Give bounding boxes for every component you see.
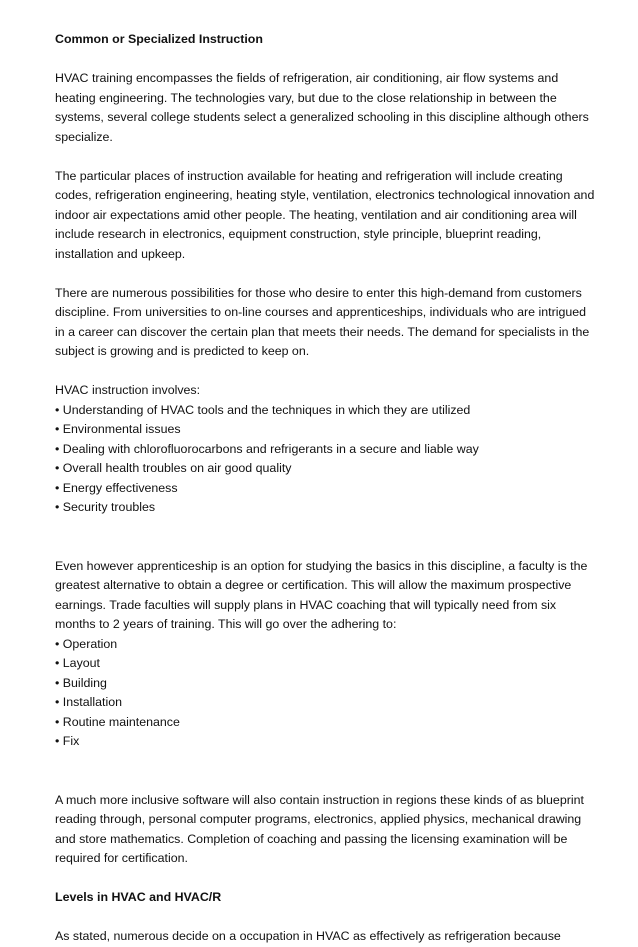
document-page: [55, 30, 595, 947]
paragraph-levels-intro: As stated, numerous decide on a occupation in HVAC as effectively as refrigeration because: [55, 929, 561, 943]
paragraph-instruction-places: The particular places of instruction available for heating and refrigeration will include creating codes, refrigeration engineering, heating style, ventilation, electronics technological innovation and indoor air expectations amid other people. The heating, ventilation and air conditioning area will include research in electronics, equipment construction, style principle, blueprint reading, installation and upkeep.: [55, 168, 595, 261]
spacer: [55, 752, 595, 791]
list-item: • Understanding of HVAC tools and the techniques in which they are utilized: [55, 402, 471, 417]
training-topics-list: [55, 635, 595, 752]
section-heading-common-instruction: Common or Specialized Instruction: [55, 32, 263, 46]
spacer: [55, 908, 595, 928]
paragraph-inclusive-software: A much more inclusive software will also contain instruction in regions these kinds of as blueprint reading through, personal computer programs, electronics, applied physics, mechanical drawing and store mathematics. Completion of coaching and passing the licensing examination will be required for certification.: [55, 792, 584, 865]
instruction-topics-list: [55, 401, 595, 518]
list-item: • Overall health troubles on air good quality: [55, 461, 292, 475]
list-item: • Installation: [55, 695, 123, 709]
paragraph-apprenticeship: Even however apprenticeship is an option for studying the basics in this discipline, a faculty is the greatest alternative to obtain a degree or certification. This will allow the maximum prospective earnings. Trade faculties will supply plans in HVAC coaching that will typically need from six months to 2 years of training. This will go over the adhering to:: [55, 558, 588, 631]
list-item: • Building: [55, 675, 107, 690]
list-item: • Dealing with chlorofluorocarbons and refrigerants in a secure and liable way: [55, 441, 479, 456]
spacer: [55, 518, 595, 557]
list-item: • Layout: [55, 656, 100, 670]
spacer: [55, 147, 595, 167]
list-item: • Security troubles: [55, 500, 156, 514]
list-item: • Routine maintenance: [55, 714, 180, 729]
paragraph-possibilities: There are numerous possibilities for those who desire to enter this high-demand from customers discipline. From universities to on-line courses and apprenticeships, individuals who are intrigued in a career can discover the certain plan that meets their needs. The demand for specialists in the subject is growing and is predicted to keep on.: [55, 285, 590, 358]
spacer: [55, 264, 595, 284]
spacer: [55, 869, 595, 889]
list-item: • Operation: [55, 636, 118, 651]
paragraph-hvac-training: HVAC training encompasses the fields of refrigeration, air conditioning, air flow systems and heating engineering. The technologies vary, but due to the close relationship in between the systems, several college students select a generalized schooling in this discipline although others specialize.: [55, 71, 589, 144]
list-item: • Environmental issues: [55, 422, 181, 436]
list-item: • Fix: [55, 734, 80, 748]
list-intro-instruction-involves: HVAC instruction involves:: [55, 383, 201, 397]
spacer: [55, 362, 595, 382]
spacer: [55, 50, 595, 70]
list-item: • Energy effectiveness: [55, 480, 178, 495]
section-heading-levels: Levels in HVAC and HVAC/R: [55, 890, 222, 904]
